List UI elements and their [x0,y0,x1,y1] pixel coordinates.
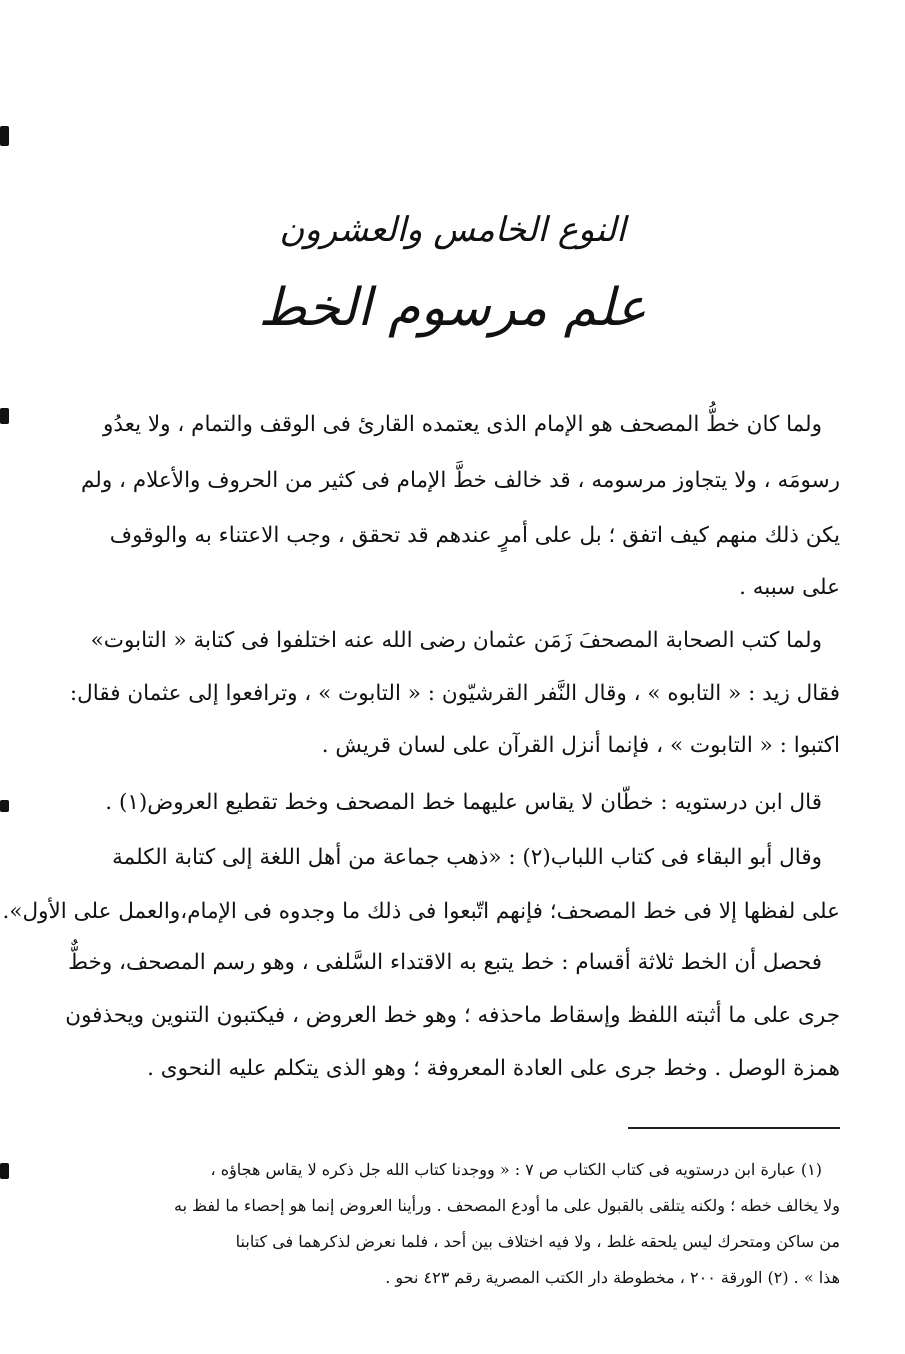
text-line: قال ابن درستويه : خطّان لا يقاس عليهما خط المصحف وخط تقطيع العروض(١) . [105,790,822,815]
text-line: يكن ذلك منهم كيف اتفق ؛ بل على أمرٍ عندهم قد تحقق ، وجب الاعتناء به والوقوف [109,523,840,548]
text-line: ولما كان خطُّ المصحف هو الإمام الذى يعتمده القارئ فى الوقف والتمام ، ولا يعدُو [103,412,822,437]
text-line: فحصل أن الخط ثلاثة أقسام : خط يتبع به الاقتداء السَّلفى ، وهو رسم المصحف، وخطٌّ [68,950,822,975]
footnote-line: من ساكن ومتحرك ليس يلحقه غلط ، ولا فيه اختلاف بين أحد ، فلما نعرض لذكرهما فى كتابنا [235,1232,840,1251]
text-line: على سببه . [739,575,840,600]
footnote-line: ولا يخالف خطه ؛ ولكنه يتلقى بالقبول على ما أودع المصحف . ورأينا العروض إنما هو إحصاء ما لفظ به [174,1196,840,1215]
text-line: على لفظها إلا فى خط المصحف؛ فإنهم اتّبعوا فى ذلك ما وجدوه فى الإمام،والعمل على الأول». [2,899,840,924]
text-line: همزة الوصل . وخط جرى على العادة المعروفة ؛ وهو الذى يتكلم عليه النحوى . [147,1056,840,1081]
margin-mark [0,408,9,424]
chapter-subtitle: علم مرسوم الخط [258,278,647,338]
margin-mark [0,126,9,146]
chapter-title: النوع الخامس والعشرون [279,210,626,250]
footnote-separator [628,1127,840,1129]
footnote-line: هذا » . (٢) الورقة ٢٠٠ ، مخطوطة دار الكتب المصرية رقم ٤٢٣ نحو . [385,1268,840,1287]
footnote-line: (١) عبارة ابن درستويه فى كتاب الكتاب ص ٧ : « ووجدنا كتاب الله جل ذكره لا يقاس هجاؤه ، [210,1160,822,1179]
text-line: فقال زيد : « التابوه » ، وقال النَّفر القرشيّون : « التابوت » ، وترافعوا إلى عثمان فقال: [69,681,840,706]
text-line: رسومَه ، ولا يتجاوز مرسومه ، قد خالف خطَّ الإمام فى كثير من الحروف والأعلام ، ولم [80,468,840,493]
text-line: ولما كتب الصحابة المصحفَ زَمَن عثمان رضى الله عنه اختلفوا فى كتابة « التابوت» [90,628,822,653]
text-line: اكتبوا : « التابوت » ، فإنما أنزل القرآن على لسان قريش . [321,733,840,758]
text-line: وقال أبو البقاء فى كتاب اللباب(٢) : «ذهب جماعة من أهل اللغة إلى كتابة الكلمة [112,845,822,870]
margin-mark [0,800,9,812]
margin-mark [0,1163,9,1179]
text-line: جرى على ما أثبته اللفظ وإسقاط ماحذفه ؛ وهو خط العروض ، فيكتبون التنوين ويحذفون [65,1003,840,1028]
